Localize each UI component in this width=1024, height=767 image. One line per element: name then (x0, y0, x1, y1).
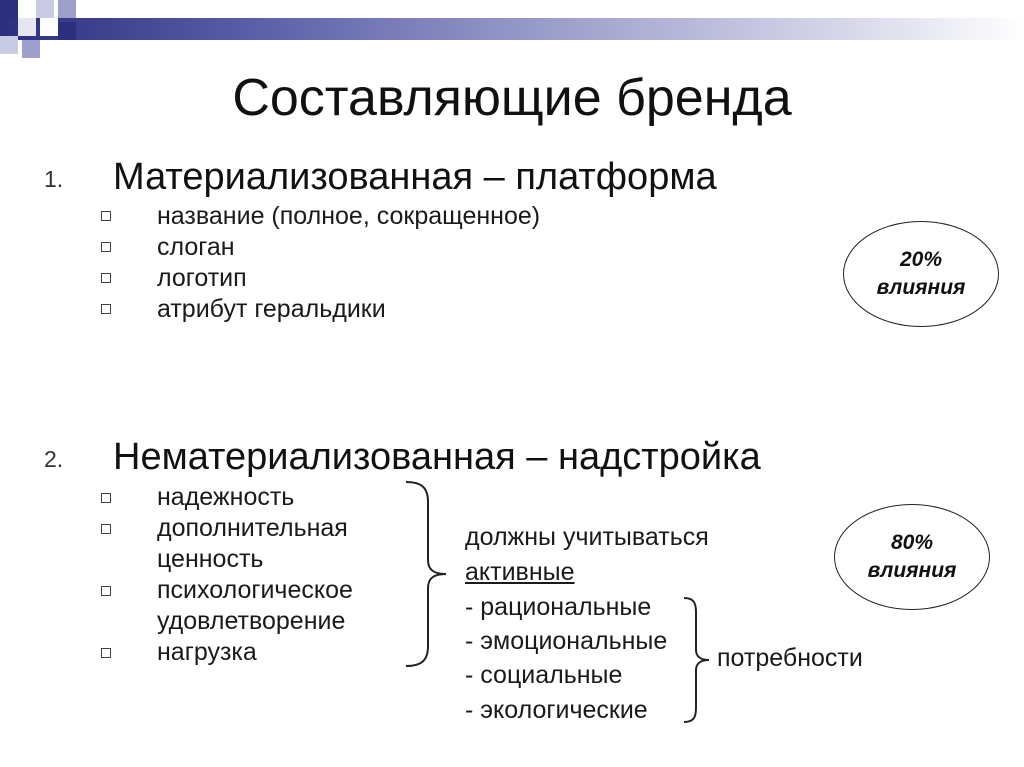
badge-percent: 20% (899, 248, 943, 271)
badge-label: влияния (876, 276, 966, 299)
badge-percent: 80% (890, 531, 934, 554)
bullet-icon (101, 211, 111, 221)
section-1-item: слоган (157, 233, 235, 261)
section-2-item: психологическое (157, 576, 353, 604)
section-1-heading: Материализованная – платформа (113, 156, 717, 198)
badge-label: влияния (867, 559, 957, 582)
need-item: - экологические (465, 696, 648, 724)
bullet-icon (101, 586, 111, 596)
section-2-item: дополнительная (157, 514, 348, 542)
page-title: Составляющие бренда (232, 69, 792, 127)
section-2-item: нагрузка (157, 638, 257, 666)
section-2-heading: Нематериализованная – надстройка (113, 436, 761, 478)
consider-text: должны учитываться (465, 523, 709, 551)
section-2-item: надежность (157, 483, 295, 511)
active-text: активные (465, 558, 575, 586)
section-2-item-continuation: удовлетворение (157, 607, 346, 635)
right-brace-icon (682, 596, 712, 724)
bullet-icon (101, 242, 111, 252)
bullet-icon (101, 648, 111, 658)
bullet-icon (101, 493, 111, 503)
bullet-icon (101, 273, 111, 283)
right-brace-icon (404, 480, 450, 668)
need-item: - эмоциональные (465, 627, 668, 655)
bullet-icon (101, 304, 111, 314)
needs-label: потребности (717, 644, 863, 672)
influence-80-badge (834, 504, 990, 610)
influence-20-badge (843, 221, 999, 327)
need-item: - рациональные (465, 593, 652, 621)
section-2-number: 2. (44, 446, 64, 472)
section-1-number: 1. (44, 166, 64, 192)
bullet-icon (101, 524, 111, 534)
need-item: - социальные (465, 661, 623, 689)
section-2-item-continuation: ценность (157, 545, 264, 573)
section-1-item: название (полное, сокращенное) (157, 202, 541, 230)
section-1-item: логотип (157, 264, 247, 292)
section-1-item: атрибут геральдики (157, 295, 386, 323)
header-gradient-bar (0, 18, 1024, 40)
